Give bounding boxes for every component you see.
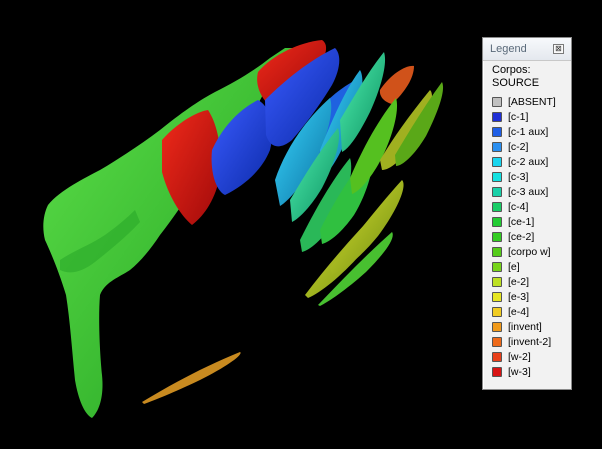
legend-item — [492, 229, 571, 244]
legend-item-label: [e-4] — [508, 305, 530, 318]
legend-swatch — [492, 367, 502, 377]
legend-item-label: [c-3 aux] — [508, 185, 549, 198]
legend-item — [492, 349, 571, 364]
legend-item — [492, 184, 571, 199]
legend-item-label: [c-4] — [508, 200, 529, 213]
legend-item — [492, 289, 571, 304]
legend-item-label: [e-3] — [508, 290, 530, 303]
legend-item — [492, 199, 571, 214]
legend-item — [492, 139, 571, 154]
legend-item — [492, 154, 571, 169]
legend-item — [492, 244, 571, 259]
legend-item-label: [ABSENT] — [508, 95, 556, 108]
legend-item — [492, 124, 571, 139]
legend-swatch — [492, 247, 502, 257]
legend-swatch — [492, 262, 502, 272]
legend-item-label: [c-2 aux] — [508, 155, 549, 168]
legend-item-label: [invent-2] — [508, 335, 552, 348]
legend-item-label: [c-2] — [508, 140, 529, 153]
legend-panel[interactable] — [482, 37, 572, 390]
legend-swatch — [492, 97, 502, 107]
legend-item — [492, 274, 571, 289]
ore-body-corpo-w-lens — [395, 82, 443, 166]
legend-swatch — [492, 322, 502, 332]
ore-body-invent — [142, 352, 241, 404]
legend-items — [492, 94, 571, 379]
legend-item-label: [ce-2] — [508, 230, 535, 243]
legend-field-label: Corpos: — [492, 64, 531, 76]
legend-swatch — [492, 187, 502, 197]
legend-swatch — [492, 142, 502, 152]
legend-swatch — [492, 157, 502, 167]
legend-item-label: [e-2] — [508, 275, 530, 288]
legend-item-label: [invent] — [508, 320, 542, 333]
legend-item-label: [c-3] — [508, 170, 529, 183]
legend-swatch — [492, 217, 502, 227]
legend-item-label: [w-3] — [508, 365, 531, 378]
legend-swatch — [492, 337, 502, 347]
legend-item-label: [ce-1] — [508, 215, 535, 228]
legend-swatch — [492, 127, 502, 137]
legend-item — [492, 319, 571, 334]
close-icon[interactable]: ⊠ — [553, 44, 564, 54]
legend-swatch — [492, 232, 502, 242]
legend-item-label: [e] — [508, 260, 520, 273]
legend-item — [492, 259, 571, 274]
legend-titlebar[interactable] — [483, 38, 571, 61]
legend-item — [492, 334, 571, 349]
legend-item — [492, 169, 571, 184]
legend-item-label: [w-2] — [508, 350, 531, 363]
legend-body — [483, 61, 571, 379]
legend-item — [492, 304, 571, 319]
legend-item — [492, 94, 571, 109]
legend-swatch — [492, 352, 502, 362]
legend-item — [492, 109, 571, 124]
legend-item — [492, 364, 571, 379]
legend-swatch — [492, 292, 502, 302]
ore-body-invent-2 — [380, 66, 414, 104]
legend-item-label: [corpo w] — [508, 245, 551, 258]
legend-swatch — [492, 202, 502, 212]
legend-swatch — [492, 277, 502, 287]
legend-swatch — [492, 307, 502, 317]
legend-title: Legend — [490, 43, 527, 55]
legend-field-value: SOURCE — [492, 77, 540, 89]
legend-item — [492, 214, 571, 229]
legend-item-label: [c-1] — [508, 110, 529, 123]
legend-swatch — [492, 112, 502, 122]
legend-swatch — [492, 172, 502, 182]
legend-item-label: [c-1 aux] — [508, 125, 549, 138]
